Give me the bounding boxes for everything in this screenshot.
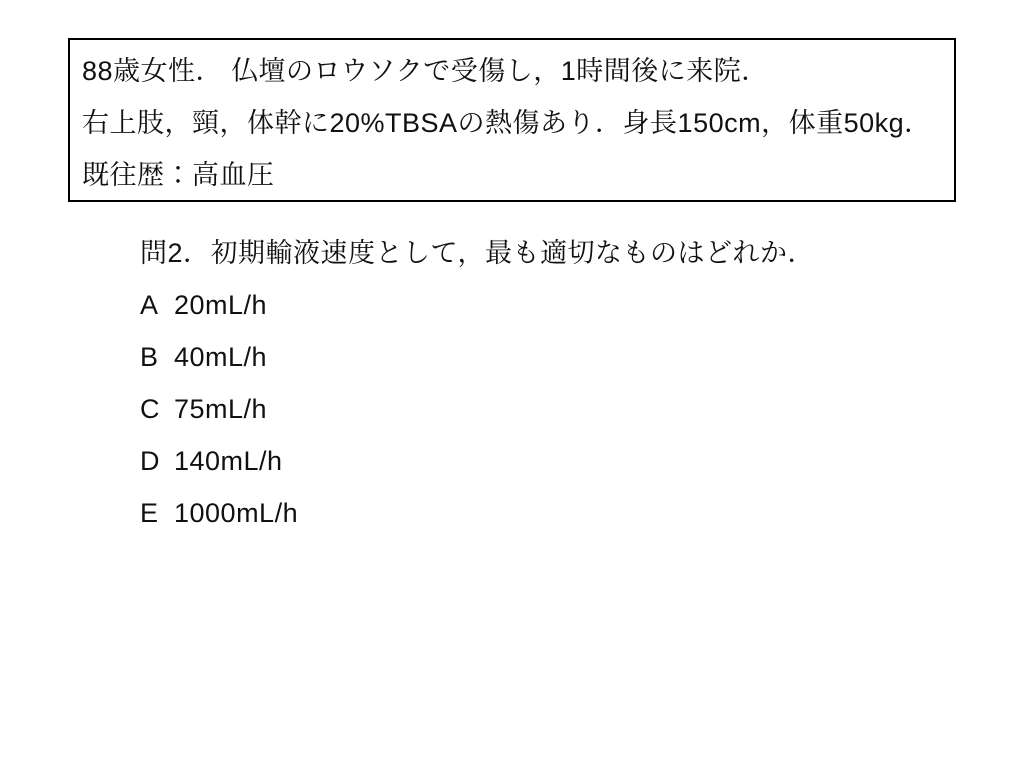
option-value: 40mL/h xyxy=(174,342,268,372)
case-vignette-box xyxy=(68,38,956,202)
answer-option-c xyxy=(140,383,815,435)
option-letter: E xyxy=(140,498,159,528)
case-line-3: 既往歴：高血圧 xyxy=(82,160,275,190)
option-letter: C xyxy=(140,394,160,424)
option-value: 20mL/h xyxy=(174,290,268,320)
option-value: 140mL/h xyxy=(174,446,283,476)
answer-option-b xyxy=(140,331,815,383)
option-letter: D xyxy=(140,446,160,476)
case-line-1: 88歳女性． 仏壇のロウソクで受傷し，1時間後に来院． xyxy=(82,56,769,86)
answer-option-a xyxy=(140,279,815,331)
question-block xyxy=(140,227,815,539)
option-value: 1000mL/h xyxy=(174,498,299,528)
answer-option-d xyxy=(140,435,815,487)
answer-options-list xyxy=(140,279,815,539)
answer-option-e xyxy=(140,487,815,539)
question-text: 問2．初期輸液速度として，最も適切なものはどれか． xyxy=(140,238,815,268)
option-letter: A xyxy=(140,290,159,320)
case-line-2: 右上肢，頸，体幹に20%TBSAの熱傷あり．身長150cm，体重50kg． xyxy=(82,108,932,138)
option-letter: B xyxy=(140,342,159,372)
option-value: 75mL/h xyxy=(174,394,268,424)
